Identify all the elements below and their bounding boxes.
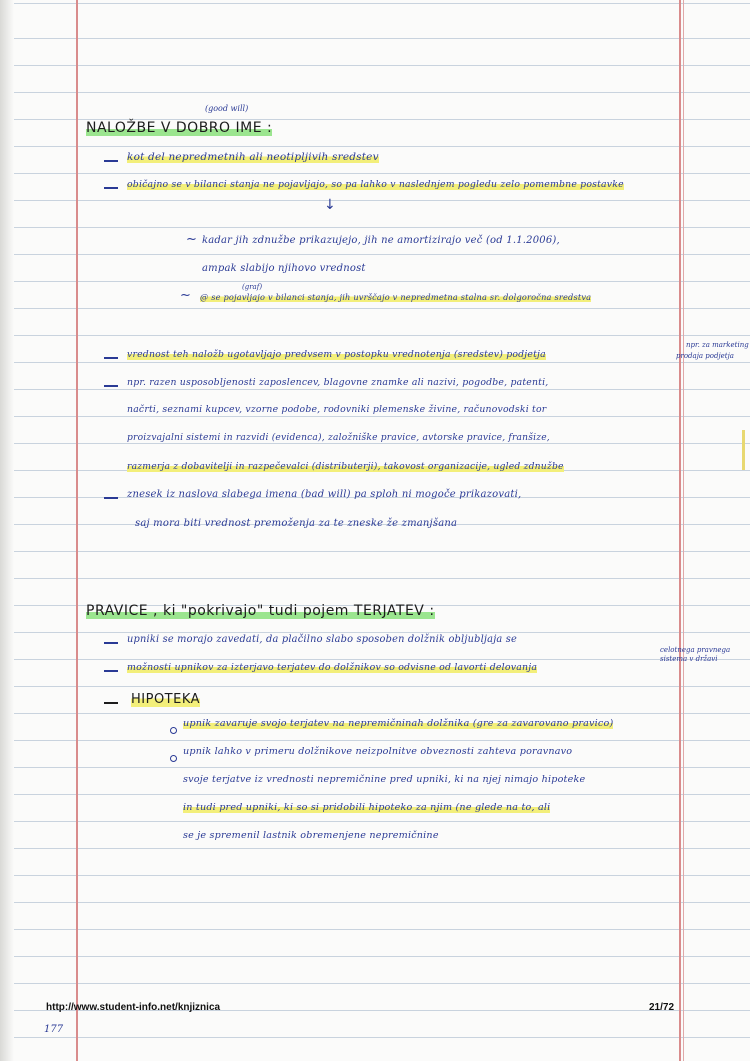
- page-counter: 21/72: [649, 1002, 675, 1013]
- dash-marker: [104, 670, 118, 672]
- down-arrow-icon: ↓: [324, 197, 336, 213]
- note-line: upnik lahko v primeru dolžnikove neizpolnitve obveznosti zahteva poravnavo: [183, 746, 573, 757]
- note-line: kot del nepredmetnih ali neotipljivih sredstev: [127, 151, 379, 163]
- note-line: upniki se morajo zavedati, da plačilno slabo sposoben dolžnik obljubljaja se: [127, 634, 518, 645]
- graf-annotation: (graf): [242, 283, 263, 291]
- note-line: načrti, seznami kupcev, vzorne podobe, rodovniki plemenske živine, računovodski tor: [127, 404, 547, 415]
- bullet-marker: [170, 755, 177, 762]
- dash-marker: [104, 642, 118, 644]
- note-line: @ se pojavljajo v bilanci stanja, jih uvrščajo v nepredmetna stalna sr. dolgoročna sredstva: [200, 292, 592, 302]
- dash-marker: [104, 385, 118, 387]
- section-title-nalozbe: NALOŽBE V DOBRO IME :: [86, 120, 273, 136]
- left-margin-line: [76, 0, 78, 1061]
- note-line: vrednost teh naložb ugotavljajo predvsem v postopku vrednotenja (sredstev) podjetja: [127, 349, 546, 360]
- note-line: svoje terjatve iz vrednosti nepremičnine pred upniki, ki na njej nimajo hipoteke: [183, 774, 586, 785]
- note-line: upnik zavaruje svojo terjatev na nepremičninah dolžnika (gre za zavarovano pravico): [183, 718, 614, 729]
- note-line: in tudi pred upniki, ki so si pridobili hipoteko za njim (ne glede na to, ali: [183, 802, 551, 813]
- right-margin-line-inner: [683, 0, 684, 1061]
- note-line: saj mora biti vrednost premoženja za te zneske že zmanjšana: [135, 518, 458, 529]
- dash-marker: [104, 702, 118, 704]
- tilde-marker: ~: [180, 288, 191, 303]
- side-note: npr. za marketing: [686, 341, 749, 349]
- section-title-pravice: PRAVICE , ki "pokrivajo" tudi pojem TERJATEV :: [86, 603, 435, 619]
- footer-url[interactable]: http://www.student-info.net/knjiznica: [46, 1002, 221, 1013]
- side-note: prodaja podjetja: [676, 352, 734, 360]
- dash-marker: [104, 357, 118, 359]
- note-line: se je spremenil lastnik obremenjene nepremičnine: [183, 830, 439, 841]
- note-line: proizvajalni sistemi in razvidi (evidenca), založniške pravice, avtorske pravice, franšize,: [127, 433, 550, 443]
- right-margin-line: [679, 0, 681, 1061]
- note-line: kadar jih zdnužbe prikazujejo, jih ne amortizirajo več (od 1.1.2006),: [202, 235, 560, 246]
- handwritten-page-number: 177: [44, 1024, 64, 1035]
- hipoteka-label: HIPOTEKA: [131, 692, 201, 707]
- note-line: razmerja z dobavitelji in razpečevalci (distributerji), takovost organizacije, ugled zdnužbe: [127, 461, 564, 472]
- note-line: običajno se v bilanci stanja ne pojavljajo, so pa lahko v naslednjem pogledu zelo pomembne postavke: [127, 179, 624, 190]
- note-line: možnosti upnikov za izterjavo terjatev do dolžnikov so odvisne od lavorti delovanja: [127, 662, 538, 673]
- page-edge-shadow: [0, 0, 14, 1061]
- bullet-marker: [170, 727, 177, 734]
- note-line: npr. razen usposobljenosti zaposlencev, blagovne znamke ali nazivi, pogodbe, patenti,: [127, 377, 549, 388]
- side-note: celotnega pravnega sistema v državi: [660, 646, 731, 663]
- dash-marker: [104, 160, 118, 162]
- goodwill-annotation: (good will): [205, 104, 249, 113]
- note-line: znesek iz naslova slabega imena (bad will) pa sploh ni mogoče prikazovati,: [127, 489, 522, 500]
- dash-marker: [104, 497, 118, 499]
- edge-highlight-mark: [742, 430, 745, 470]
- tilde-marker: ~: [186, 232, 197, 247]
- note-line: ampak slabijo njihovo vrednost: [202, 263, 366, 274]
- dash-marker: [104, 187, 118, 189]
